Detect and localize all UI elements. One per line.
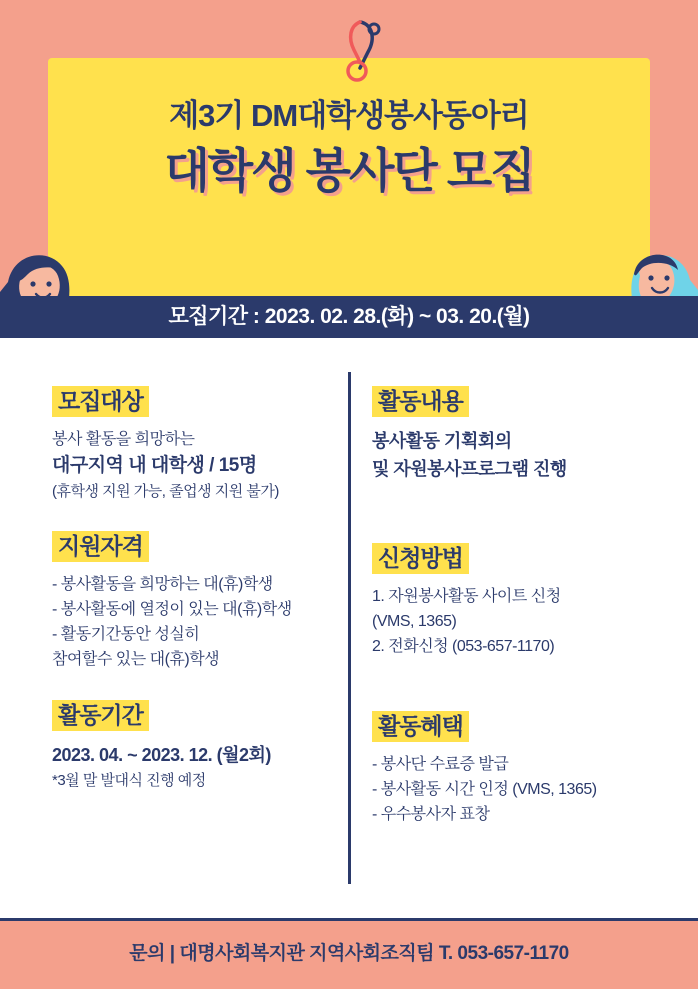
section-body [52, 572, 342, 672]
section-line: *3월 말 발대식 진행 예정 [52, 772, 206, 789]
section-body [52, 741, 342, 792]
section-line: (VMS, 1365) [372, 613, 457, 630]
section-activity-content [372, 386, 672, 483]
section-heading: 모집대상 [52, 386, 149, 417]
section-line: - 우수봉사자 표창 [372, 806, 490, 823]
section-body [372, 584, 672, 659]
section-heading: 활동내용 [372, 386, 469, 417]
section-application-method [372, 543, 672, 659]
section-heading: 신청방법 [372, 543, 469, 574]
section-line: - 봉사활동 시간 인정 (VMS, 1365) [372, 781, 597, 798]
left-column [52, 386, 342, 820]
section-line: - 봉사활동에 열정이 있는 대(휴)학생 [52, 601, 292, 618]
section-line: 참여할수 있는 대(휴)학생 [52, 651, 220, 668]
column-divider [348, 372, 351, 884]
section-heading: 활동기간 [52, 700, 149, 731]
section-line: 1. 자원봉사활동 사이트 신청 [372, 588, 561, 605]
section-benefits [372, 711, 672, 827]
section-line: 봉사 활동을 희망하는 [52, 431, 195, 448]
poster-title [48, 96, 650, 200]
recruitment-period-text: 모집기간 : 2023. 02. 28.(화) ~ 03. 20.(월) [168, 305, 530, 328]
footer-contact: 문의 | 대명사회복지관 지역사회조직팀 T. 053-657-1170 [129, 943, 569, 964]
section-activity-period [52, 700, 342, 792]
section-body [52, 427, 342, 503]
section-line: 봉사활동 기획회의 [372, 431, 512, 451]
footer-divider [0, 918, 698, 921]
right-column [372, 386, 672, 855]
section-line: - 봉사단 수료증 발급 [372, 756, 509, 773]
section-heading: 활동혜택 [372, 711, 469, 742]
title-line-1: 제3기 DM대학생봉사동아리 [169, 98, 529, 133]
section-line: 대구지역 내 대학생 / 15명 [52, 455, 257, 476]
section-line: - 봉사활동을 희망하는 대(휴)학생 [52, 576, 273, 593]
section-line: (휴학생 지원 가능, 졸업생 지원 불가) [52, 483, 279, 500]
section-qualification [52, 531, 342, 672]
section-body [372, 427, 672, 483]
section-target [52, 386, 342, 503]
section-body [372, 752, 672, 827]
section-heading: 지원자격 [52, 531, 149, 562]
safety-pin-icon [330, 12, 390, 82]
section-line: 2023. 04. ~ 2023. 12. (월2회) [52, 745, 271, 765]
section-line: 2. 전화신청 (053-657-1170) [372, 638, 555, 655]
title-line-2: 대학생 봉사단 모집 [164, 144, 534, 197]
section-line: - 활동기간동안 성실히 [52, 626, 200, 643]
section-line: 및 자원봉사프로그램 진행 [372, 459, 567, 479]
